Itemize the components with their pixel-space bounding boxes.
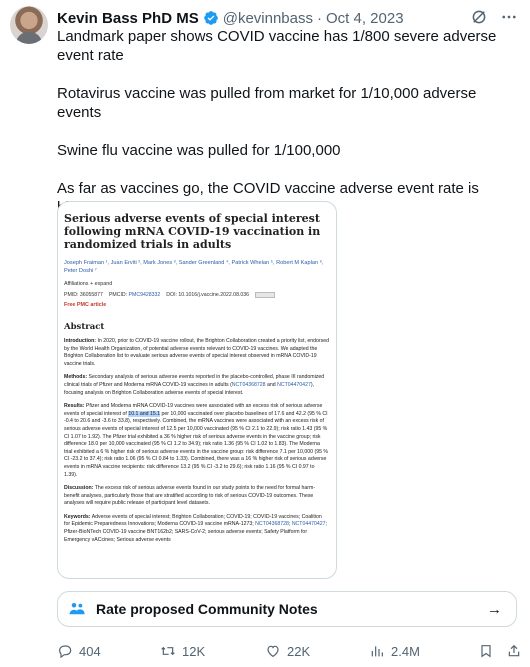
tweet-line: Landmark paper shows COVID vaccine has 1/800 severe adverse event rate [57,28,497,64]
views-button[interactable] [369,643,420,659]
community-notes-label: Rate proposed Community Notes [96,601,318,617]
people-icon [68,600,86,618]
reply-button[interactable] [57,643,101,659]
like-count: 22K [287,643,311,659]
rate-community-notes-button[interactable] [57,591,517,627]
author-handle[interactable]: @kevinnbass [222,9,313,27]
tweet-line: Swine flu vaccine was pulled for 1/100,000 [57,142,341,159]
free-article-label: Free PMC article [64,302,107,308]
separator: · [317,9,322,27]
abstract-discussion: Discussion: The excess risk of serious adverse events found in our study points to the need for formal harm-benefit analyses, particularly those that are stratified according to risk of serious COVID-19 outcomes. These analyses will require public release of participant level datasets. [64,485,316,507]
tweet-date[interactable]: Oct 4, 2023 [326,9,404,27]
paper-pmcid-label: PMCID: [108,292,128,298]
paper-authors: Joseph Fraiman ¹, Juan Erviti ², Mark Jones ³, Sander Greenland ⁴, Patrick Whelan ⁵, Robert M Kaplan ⁶, Peter Doshi ⁷ [64,260,324,274]
abstract-methods: Methods: Secondary analysis of serious adverse events reported in the placebo-controlled, phase III randomized clinical trials of Pfizer and Moderna mRNA COVID-19 vaccines in adults (NCT04368728 and NCT04470427), focusing analysis on Brighton Collaboration adverse events of special interest. [64,374,325,396]
tweet-line: As far as vaccines go, the COVID vaccine adverse event rate is [57,180,479,197]
share-icon [506,643,522,659]
abstract-introduction: Introduction: In 2020, prior to COVID-19 vaccine rollout, the Brighton Collaboration created a priority list, endorsed by the World Health Organization, of potential adverse events relevant to COVID-19 vaccines. We adapted the Brighton Collaboration list to evaluate serious adverse events of special interest observed in mRNA COVID-19 vaccine trials. [64,338,329,367]
crossref-badge-icon [255,292,275,298]
verified-badge-icon[interactable] [203,10,219,26]
view-count: 2.4M [391,643,420,659]
reply-icon [57,643,73,659]
paper-doi: DOI: 10.1016/j.vaccine.2022.08.036 [166,292,250,298]
tweet-text [57,27,517,217]
analytics-icon [369,643,385,659]
tweet-header [57,8,518,28]
paper-title: Serious adverse events of special interest following mRNA COVID-19 vaccination in randomized trials in adults [64,212,321,251]
highlighted-text: 10.1 and 15.1 [128,410,161,417]
arrow-right-icon: → [487,600,502,618]
paper-meta [64,292,329,298]
heart-icon [265,643,281,659]
repost-count: 12K [182,643,206,659]
avatar[interactable] [10,6,48,44]
share-button[interactable] [506,643,522,659]
paper-pmcid: PMC9428332 [128,292,161,298]
attached-image[interactable] [57,201,337,579]
abstract-keywords: Keywords: Adverse events of special interest; Brighton Collaboration; COVID-19; COVID-19 vaccines; Coalition for Epidemic Preparedness Innovations; Moderna COVID-19 vaccine mRNA-1273; NCT04368728; NCT04470427; Pfizer-BioNTech COVID-19 vaccine BNT162b2; SARS-CoV-2; serious adverse events; Safety Platform for Emergency vACcines; Serious adverse events [64,513,328,543]
like-button[interactable] [265,643,310,659]
bookmark-icon [478,643,494,659]
paper-affiliations: Affiliations + expand [64,281,113,287]
tweet-line: Rotavirus vaccine was pulled from market for 1/10,000 adverse events [57,85,477,121]
bookmark-button[interactable] [478,643,494,659]
author-name[interactable]: Kevin Bass PhD MS [57,9,199,27]
repost-icon [160,643,176,659]
abstract-heading: Abstract [64,322,105,332]
grok-icon[interactable] [470,8,488,26]
repost-button[interactable] [160,643,205,659]
more-options-icon[interactable] [500,8,518,26]
reply-count: 404 [79,643,101,659]
abstract-results: Results: Pfizer and Moderna mRNA COVID-19 vaccines were associated with an excess risk of serious adverse events of special interest of 10.1 and 15.1 per 10,000 vaccinated over placebo baselines of 17.6 and 42.2 (95 % CI -0.4 to 20.6 and -3.6 to 33.8), respectively. Combined, the mRNA vaccines were associated with an excess risk of serious adverse events of special interest of 12.5 per 10,000 vaccinated (95 % CI 2.1 to 22.9); risk ratio 1.43 (95 % CI 1.07 to 1.92). The Pfizer trial exhibited a 36 % higher risk of serious adverse events in the vaccine group; risk difference 18.0 per 10,000 vaccinated (95 % CI 1.2 to 34.9); risk ratio 1.36 (95 % CI 1.02 to 1.83). The Moderna trial exhibited a 6 % higher risk of serious adverse events in the vaccine group: risk difference 7.1 per 10,000 (95 % CI -23.2 to 37.4); risk ratio 1.06 (95 % CI 0.84 to 1.33). Combined, there was a 16 % higher risk of serious adverse events in mRNA vaccine recipients: risk difference 13.2 (95 % CI -3.2 to 29.6); risk ratio 1.16 (95 % CI 0.97 to 1.39). [64,403,329,478]
paper-pmid: PMID: 36055877 [64,292,103,298]
action-bar [57,641,527,661]
